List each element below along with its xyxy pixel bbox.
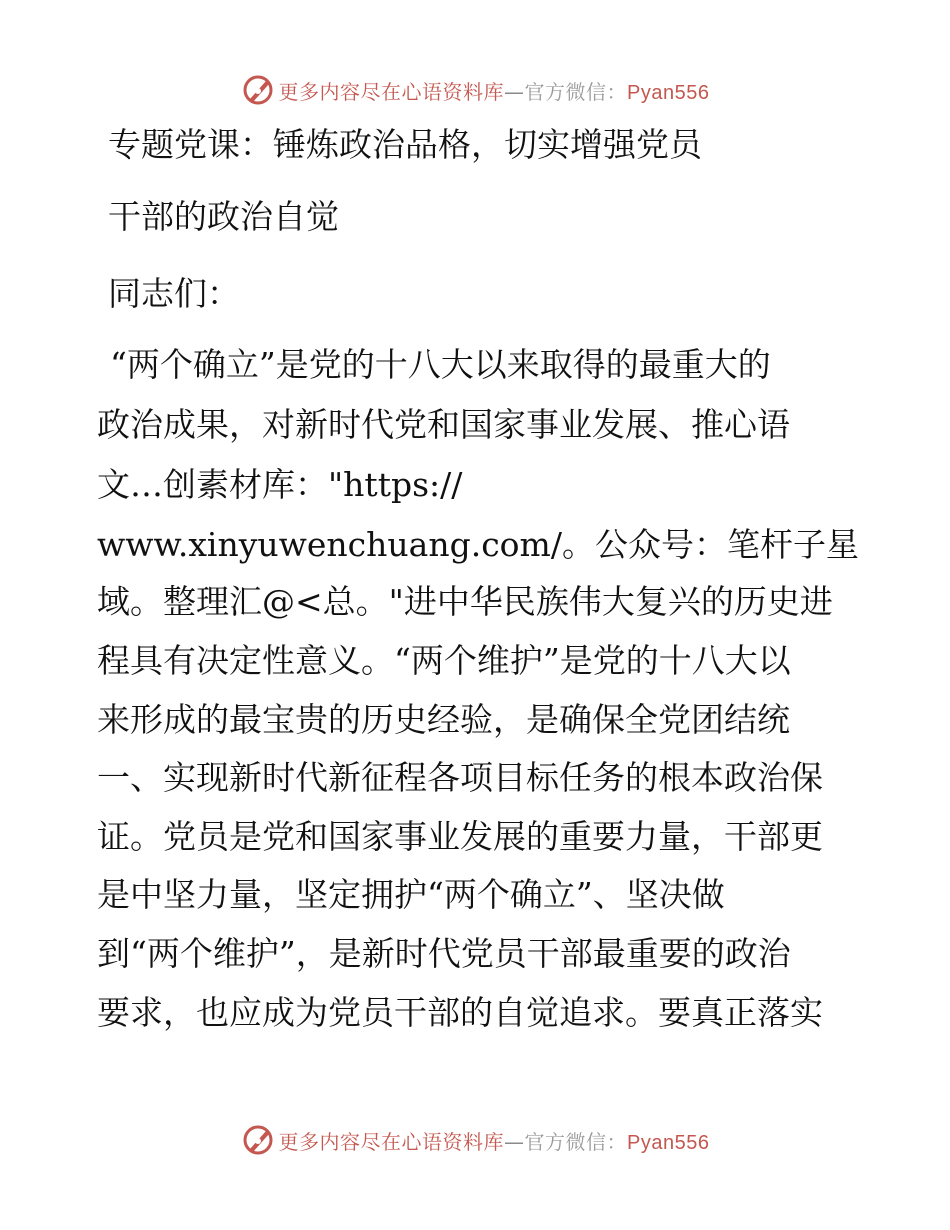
header-banner (0, 70, 950, 110)
body-line-8: 一、实现新时代新征程各项目标任务的根本政治保 (97, 758, 823, 797)
body-line-9: 证。党员是党和国家事业发展的重要力量，干部更 (97, 817, 823, 856)
footer-banner (0, 1120, 950, 1160)
body-line-1: “两个确立”是党的十八大以来取得的最重大的 (110, 345, 771, 384)
body-line-4: www.xinyuwenchuang.com/。公众号：笔杆子星 (97, 525, 859, 564)
document-title-line-1: 专题党课：锤炼政治品格，切实增强党员 (108, 125, 702, 164)
body-line-5: 域。整理汇@<总。"进中华民族伟大复兴的历史进 (97, 582, 833, 621)
header-banner-text: 更多内容尽在心语资料库—官方微信：Pyan556 (278, 79, 710, 104)
body-line-11: 到“两个维护”，是新时代党员干部最重要的政治 (97, 934, 791, 973)
document-title-line-2: 干部的政治自觉 (108, 197, 339, 236)
body-line-3: 文…创素材库："https:// (97, 465, 463, 504)
red-circle-pen-logo-icon (241, 73, 275, 107)
salutation: 同志们： (108, 274, 240, 313)
body-line-10: 是中坚力量，坚定拥护“两个确立”、坚决做 (97, 875, 725, 914)
body-line-2: 政治成果，对新时代党和国家事业发展、推心语 (97, 405, 790, 444)
red-circle-pen-logo-icon (241, 1123, 275, 1157)
body-line-6: 程具有决定性意义。“两个维护”是党的十八大以 (97, 641, 791, 680)
body-line-7: 来形成的最宝贵的历史经验，是确保全党团结统 (97, 700, 790, 739)
body-line-12: 要求，也应成为党员干部的自觉追求。要真正落实 (97, 993, 823, 1032)
footer-banner-text: 更多内容尽在心语资料库—官方微信：Pyan556 (278, 1129, 710, 1154)
